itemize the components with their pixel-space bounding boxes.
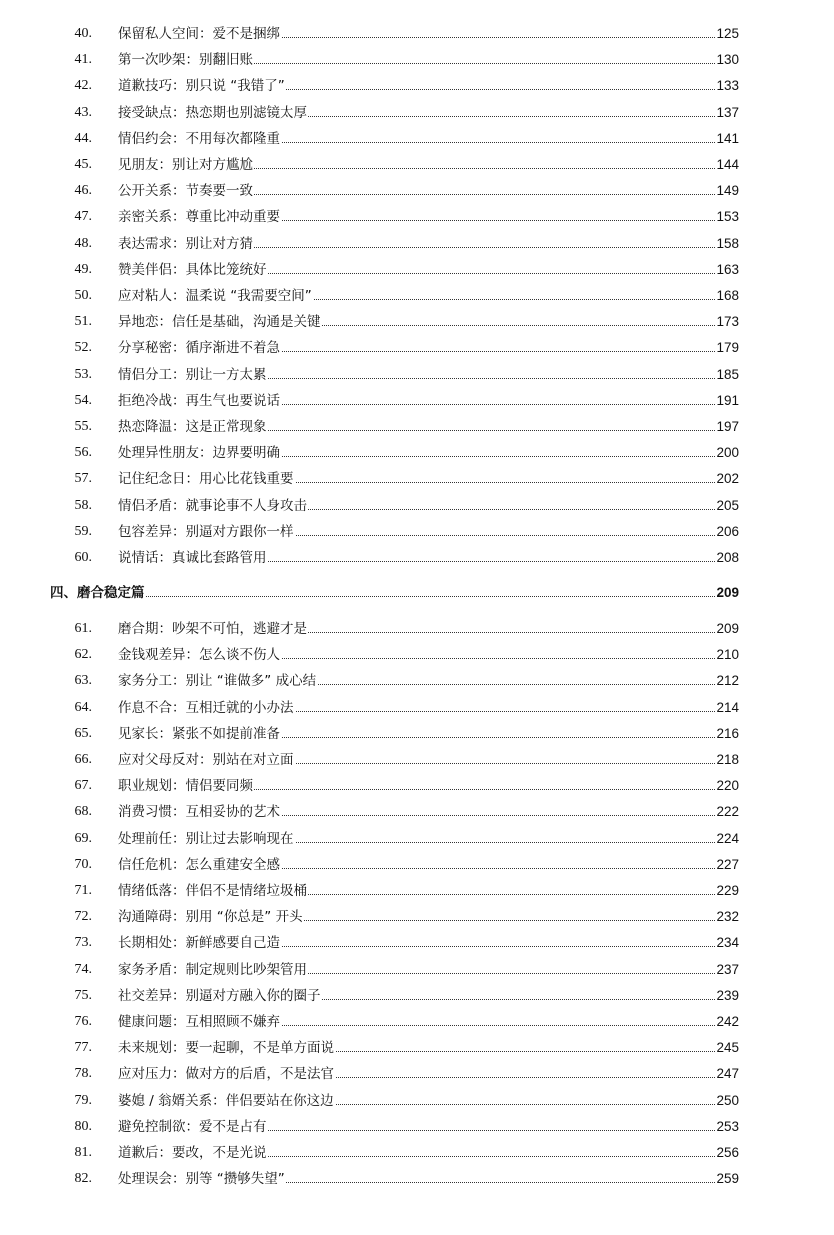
entry-number: 46. <box>74 183 92 199</box>
toc-entry[interactable] <box>0 854 834 876</box>
entry-number: 69. <box>74 830 92 846</box>
entry-title: 应对压力：做对方的后盾，不是法官 <box>118 1063 335 1085</box>
entry-number: 62. <box>74 647 92 663</box>
entry-title: 婆媳 / 翁婿关系：伴侣要站在你这边 <box>118 1090 335 1112</box>
entry-title: 情侣分工：别让一方太累 <box>118 364 268 386</box>
entry-title: 热恋降温：这是正常现象 <box>118 416 268 438</box>
toc-entry[interactable] <box>0 259 834 281</box>
toc-entry[interactable] <box>0 1011 834 1033</box>
entry-title: 道歉技巧：别只说 “我错了” <box>118 75 286 97</box>
entry-page-number: 229 <box>715 880 739 902</box>
toc-entry[interactable] <box>0 1063 834 1085</box>
toc-entry[interactable] <box>0 618 834 640</box>
entry-page-number: 197 <box>715 416 739 438</box>
toc-entry[interactable] <box>0 364 834 386</box>
entry-number: 71. <box>74 883 92 898</box>
entry-page-number: 237 <box>715 959 739 981</box>
entry-number: 57. <box>74 471 92 487</box>
entry-title: 职业规划：情侣要同频 <box>118 775 254 797</box>
toc-entry[interactable] <box>0 285 834 307</box>
entry-title: 情侣约会：不用每次都隆重 <box>118 128 281 150</box>
entry-title: 赞美伴侣：具体比笼统好 <box>118 259 268 281</box>
toc-entry[interactable] <box>0 442 834 464</box>
entry-title: 见家长：紧张不如提前准备 <box>118 723 281 745</box>
entry-title: 异地恋：信任是基础，沟通是关键 <box>118 311 322 333</box>
entry-title: 说情话：真诚比套路管用 <box>118 547 268 569</box>
entry-page-number: 163 <box>715 259 739 281</box>
toc-entry[interactable] <box>0 828 834 850</box>
toc-entry[interactable] <box>0 1090 834 1112</box>
entry-title: 应对父母反对：别站在对立面 <box>118 749 295 771</box>
entry-number: 50. <box>74 288 92 303</box>
toc-entry[interactable] <box>0 723 834 745</box>
toc-entry[interactable] <box>0 1142 834 1164</box>
entry-number: 63. <box>74 673 92 689</box>
entry-page-number: 224 <box>715 828 739 850</box>
entry-title: 处理误会：别等 “攒够失望” <box>118 1168 286 1190</box>
entry-number: 66. <box>74 752 92 767</box>
entry-number: 79. <box>74 1092 92 1108</box>
entry-title: 未来规划：要一起聊，不是单方面说 <box>118 1037 335 1059</box>
toc-entry[interactable] <box>0 75 834 97</box>
toc-entry[interactable] <box>0 1116 834 1138</box>
entry-number: 70. <box>74 856 92 872</box>
entry-number: 73. <box>74 935 92 951</box>
entry-title: 亲密关系：尊重比冲动重要 <box>118 206 281 228</box>
entry-title: 磨合期：吵架不可怕，逃避才是 <box>118 618 308 640</box>
entry-page-number: 130 <box>715 49 739 71</box>
entry-page-number: 205 <box>715 495 739 517</box>
entry-page-number: 234 <box>715 932 739 954</box>
entry-number: 48. <box>74 235 92 251</box>
entry-page-number: 259 <box>715 1168 739 1190</box>
entry-page-number: 256 <box>715 1142 739 1164</box>
entry-number: 58. <box>74 497 92 513</box>
entry-number: 51. <box>74 314 92 330</box>
entry-number: 67. <box>74 778 92 794</box>
entry-number: 81. <box>74 1145 92 1160</box>
toc-entry[interactable] <box>0 23 834 45</box>
toc-entry[interactable] <box>0 801 834 823</box>
entry-page-number: 173 <box>715 311 739 333</box>
toc-entry[interactable] <box>0 985 834 1007</box>
toc-entry[interactable] <box>0 390 834 412</box>
entry-page-number: 214 <box>715 697 739 719</box>
entry-title: 金钱观差异：怎么谈不伤人 <box>118 644 281 666</box>
toc-entry[interactable] <box>0 154 834 176</box>
entry-page-number: 153 <box>715 206 739 228</box>
entry-number: 77. <box>74 1040 92 1056</box>
entry-page-number: 206 <box>715 521 739 543</box>
entry-number: 41. <box>74 52 92 68</box>
toc-entry[interactable] <box>0 932 834 954</box>
entry-page-number: 168 <box>715 285 739 307</box>
toc-entry[interactable] <box>0 206 834 228</box>
toc-entry[interactable] <box>0 880 834 902</box>
entry-page-number: 250 <box>715 1090 739 1112</box>
entry-number: 60. <box>74 550 92 565</box>
entry-number: 55. <box>74 419 92 434</box>
entry-page-number: 222 <box>715 801 739 823</box>
entry-page-number: 209 <box>715 618 739 640</box>
entry-number: 47. <box>74 209 92 225</box>
entry-page-number: 144 <box>715 154 739 176</box>
entry-title: 公开关系：节奏要一致 <box>118 180 254 202</box>
entry-title: 包容差异：别逼对方跟你一样 <box>118 521 295 543</box>
entry-page-number: 220 <box>715 775 739 797</box>
entry-title: 处理前任：别让过去影响现在 <box>118 828 295 850</box>
entry-number: 72. <box>74 909 92 925</box>
entry-title: 记住纪念日：用心比花钱重要 <box>118 468 295 490</box>
entry-page-number: 218 <box>715 749 739 771</box>
entry-number: 53. <box>74 366 92 382</box>
entry-number: 54. <box>74 392 92 408</box>
toc-entry[interactable] <box>0 468 834 490</box>
entry-page-number: 232 <box>715 906 739 928</box>
toc-entry[interactable] <box>0 416 834 438</box>
entry-number: 65. <box>74 725 92 741</box>
entry-number: 82. <box>74 1171 92 1187</box>
entry-number: 56. <box>74 445 92 461</box>
toc-entry[interactable] <box>0 521 834 543</box>
entry-title: 健康问题：互相照顾不嫌弃 <box>118 1011 281 1033</box>
toc-entry[interactable] <box>0 670 834 692</box>
toc-entry[interactable] <box>0 128 834 150</box>
entry-title: 第一次吵架：别翻旧账 <box>118 49 254 71</box>
entry-number: 74. <box>74 961 92 977</box>
entry-number: 40. <box>74 26 92 41</box>
entry-title: 家务分工：别让 “谁做多” 成心结 <box>118 670 317 692</box>
section-page-number: 209 <box>715 582 739 604</box>
entry-number: 68. <box>74 804 92 820</box>
entry-page-number: 242 <box>715 1011 739 1033</box>
entry-page-number: 200 <box>715 442 739 464</box>
entry-number: 61. <box>74 621 92 636</box>
entry-page-number: 149 <box>715 180 739 202</box>
entry-page-number: 210 <box>715 644 739 666</box>
toc-entry[interactable] <box>0 959 834 981</box>
toc-entry[interactable] <box>0 180 834 202</box>
entry-page-number: 158 <box>715 233 739 255</box>
entry-title: 处理异性朋友：边界要明确 <box>118 442 281 464</box>
toc-entry[interactable] <box>0 311 834 333</box>
entry-title: 信任危机：怎么重建安全感 <box>118 854 281 876</box>
entry-page-number: 216 <box>715 723 739 745</box>
toc-entry[interactable] <box>0 697 834 719</box>
entry-page-number: 245 <box>715 1037 739 1059</box>
entry-number: 42. <box>74 78 92 94</box>
toc-entry[interactable] <box>0 233 834 255</box>
entry-page-number: 137 <box>715 102 739 124</box>
entry-page-number: 133 <box>715 75 739 97</box>
entry-title: 家务矛盾：制定规则比吵架管用 <box>118 959 308 981</box>
entry-title: 保留私人空间：爱不是捆绑 <box>118 23 281 45</box>
entry-number: 49. <box>74 261 92 277</box>
entry-number: 52. <box>74 340 92 356</box>
entry-title: 避免控制欲：爱不是占有 <box>118 1116 268 1138</box>
entry-title: 见朋友：别让对方尴尬 <box>118 154 254 176</box>
toc-entry[interactable] <box>0 775 834 797</box>
entry-title: 长期相处：新鲜感要自己造 <box>118 932 281 954</box>
entry-title: 应对粘人：温柔说 “我需要空间” <box>118 285 313 307</box>
entry-number: 45. <box>74 157 92 172</box>
dot-leader <box>50 596 739 597</box>
entry-number: 59. <box>74 523 92 539</box>
toc-entry[interactable] <box>0 102 834 124</box>
entry-page-number: 208 <box>715 547 739 569</box>
entry-page-number: 125 <box>715 23 739 45</box>
entry-title: 拒绝冷战：再生气也要说话 <box>118 390 281 412</box>
entry-page-number: 179 <box>715 337 739 359</box>
entry-page-number: 202 <box>715 468 739 490</box>
entry-title: 接受缺点：热恋期也别滤镜太厚 <box>118 102 308 124</box>
entry-number: 75. <box>74 987 92 1003</box>
entry-title: 作息不合：互相迁就的小办法 <box>118 697 295 719</box>
section-title: 四、磨合稳定篇 <box>50 582 146 604</box>
entry-page-number: 247 <box>715 1063 739 1085</box>
toc-entry[interactable] <box>0 49 834 71</box>
entry-title: 分享秘密：循序渐进不着急 <box>118 337 281 359</box>
entry-page-number: 253 <box>715 1116 739 1138</box>
entry-page-number: 239 <box>715 985 739 1007</box>
entry-number: 43. <box>74 104 92 120</box>
entry-page-number: 185 <box>715 364 739 386</box>
entry-title: 情侣矛盾：就事论事不人身攻击 <box>118 495 308 517</box>
entry-title: 表达需求：别让对方猜 <box>118 233 254 255</box>
toc-entry[interactable] <box>0 547 834 569</box>
entry-title: 消费习惯：互相妥协的艺术 <box>118 801 281 823</box>
toc-entry[interactable] <box>0 1037 834 1059</box>
entry-page-number: 212 <box>715 670 739 692</box>
entry-number: 78. <box>74 1066 92 1082</box>
entry-title: 道歉后：要改，不是光说 <box>118 1142 268 1164</box>
toc-entry[interactable] <box>0 906 834 928</box>
entry-number: 64. <box>74 699 92 715</box>
toc-entry[interactable] <box>0 749 834 771</box>
toc-entry[interactable] <box>0 495 834 517</box>
toc-entry[interactable] <box>0 644 834 666</box>
toc-entry[interactable] <box>0 1168 834 1190</box>
toc-section-heading[interactable] <box>0 582 834 604</box>
entry-number: 76. <box>74 1014 92 1029</box>
toc-entry[interactable] <box>0 337 834 359</box>
entry-title: 情绪低落：伴侣不是情绪垃圾桶 <box>118 880 308 902</box>
entry-number: 80. <box>74 1118 92 1134</box>
entry-number: 44. <box>74 130 92 146</box>
entry-title: 沟通障碍：别用 “你总是” 开头 <box>118 906 304 928</box>
entry-page-number: 141 <box>715 128 739 150</box>
entry-page-number: 227 <box>715 854 739 876</box>
entry-title: 社交差异：别逼对方融入你的圈子 <box>118 985 322 1007</box>
entry-page-number: 191 <box>715 390 739 412</box>
